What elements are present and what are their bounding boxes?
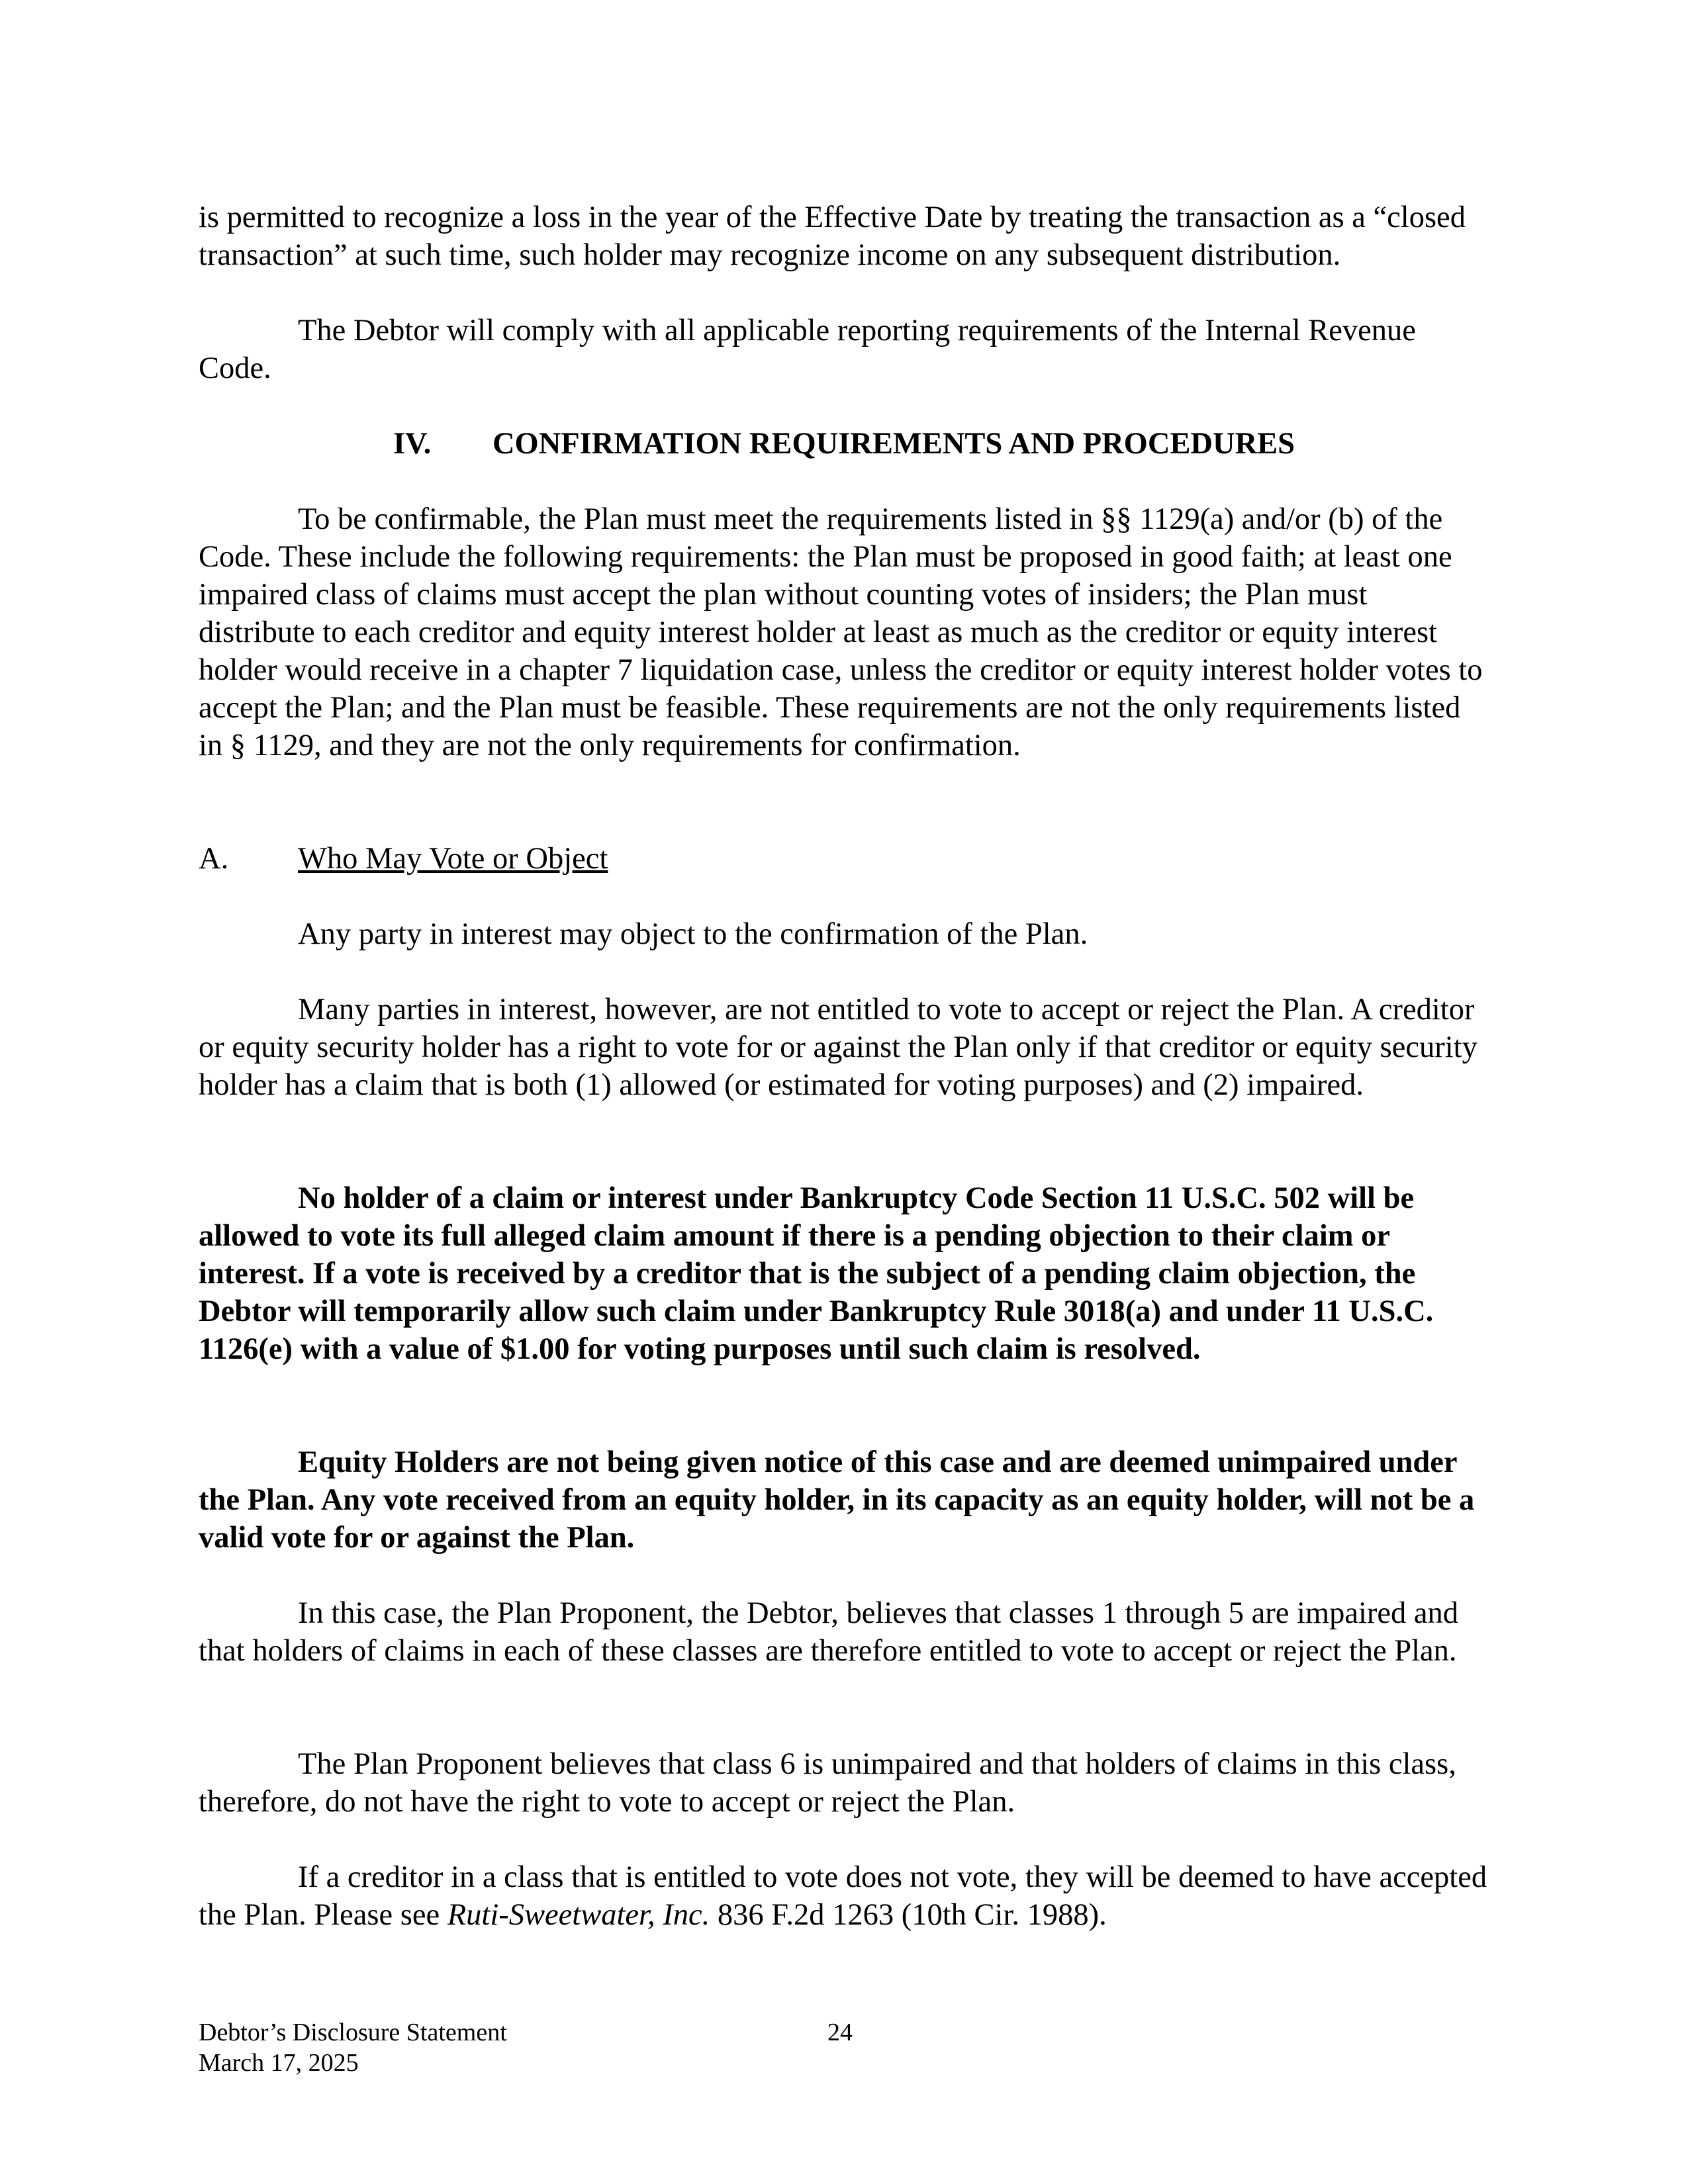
paragraph-any-party: Any party in interest may object to the confirmation of the Plan. (298, 917, 1088, 951)
page-number: 24 (827, 2019, 853, 2046)
paragraph-no-holder-vote: No holder of a claim or interest under Bankruptcy Code Section 11 U.S.C. 502 will be allowed to vote its full alleged claim amount if there is a pending objection to their claim or interest. If a vote is received by a creditor that is the subject of a pending claim objection, the Debtor will temporarily allow such claim under Bankruptcy Rule 3018(a) and under 11 U.S.C. 1126(e) with a value of $1.00 for voting purposes until such claim is resolved. (199, 1181, 1434, 1366)
subsection-title: Who May Vote or Object (298, 842, 608, 876)
paragraph-reporting: The Debtor will comply with all applicable reporting requirements of the Internal Revenue Code. (199, 314, 1416, 385)
paragraph-class-unimpaired: The Plan Proponent believes that class 6 is unimpaired and that holders of claims in this class, therefore, do not have the right to vote to accept or reject the Plan. (199, 1747, 1456, 1819)
deemed-accepted-text: If a creditor in a class that is entitled to vote does not vote, they will be deemed to have accepted the Plan. Please see (199, 1860, 1487, 1932)
section-title: CONFIRMATION REQUIREMENTS AND PROCEDURES (492, 427, 1295, 461)
section-heading (199, 425, 1489, 463)
paragraph-many-parties: Many parties in interest, however, are not entitled to vote to accept or reject the Plan. A creditor or equity security holder has a right to vote for or against the Plan only if that creditor or equity security holder has a claim that is both (1) allowed (or estimated for voting purposes) and (2) impaired. (199, 993, 1477, 1102)
case-citation: Ruti-Sweetwater, Inc. (447, 1898, 710, 1932)
subsection-heading (199, 840, 608, 878)
footer-doc-title: Debtor’s Disclosure Statement (199, 2019, 507, 2046)
paragraph-continuation: is permitted to recognize a loss in the year of the Effective Date by treating the transaction as a “closed transaction” at such time, such holder may recognize income on any subsequent distribution. (199, 201, 1466, 272)
section-number: IV. (393, 427, 432, 461)
subsection-letter: A. (199, 842, 229, 876)
footer-left (199, 2017, 507, 2078)
paragraph-classes-impaired: In this case, the Plan Proponent, the Debtor, believes that classes 1 through 5 are impaired and that holders of claims in each of these classes are therefore entitled to vote to accept or reject the Plan. (199, 1596, 1459, 1668)
paragraph-equity-holders: Equity Holders are not being given notice of this case and are deemed unimpaired under the Plan. Any vote received from an equity holder, in its capacity as an equity holder, will not be a valid vote for or against the Plan. (199, 1445, 1475, 1555)
paragraph-confirmable: To be confirmable, the Plan must meet the requirements listed in §§ 1129(a) and/or (b) of the Code. These include the following requirements: the Plan must be proposed in good faith; at least one impaired class of claims must accept the plan without counting votes of insiders; the Plan must distribute to each creditor and equity interest holder at least as much as the creditor or equity interest holder would receive in a chapter 7 liquidation case, unless the creditor or equity interest holder votes to accept the Plan; and the Plan must be feasible. These requirements are not the only requirements listed in § 1129, and they are not the only requirements for confirmation. (199, 502, 1483, 762)
footer-date: March 17, 2025 (199, 2049, 359, 2077)
citation-reporter: 836 F.2d 1263 (10th Cir. 1988). (710, 1898, 1107, 1932)
paragraph-deemed-accepted (199, 1858, 1489, 1934)
